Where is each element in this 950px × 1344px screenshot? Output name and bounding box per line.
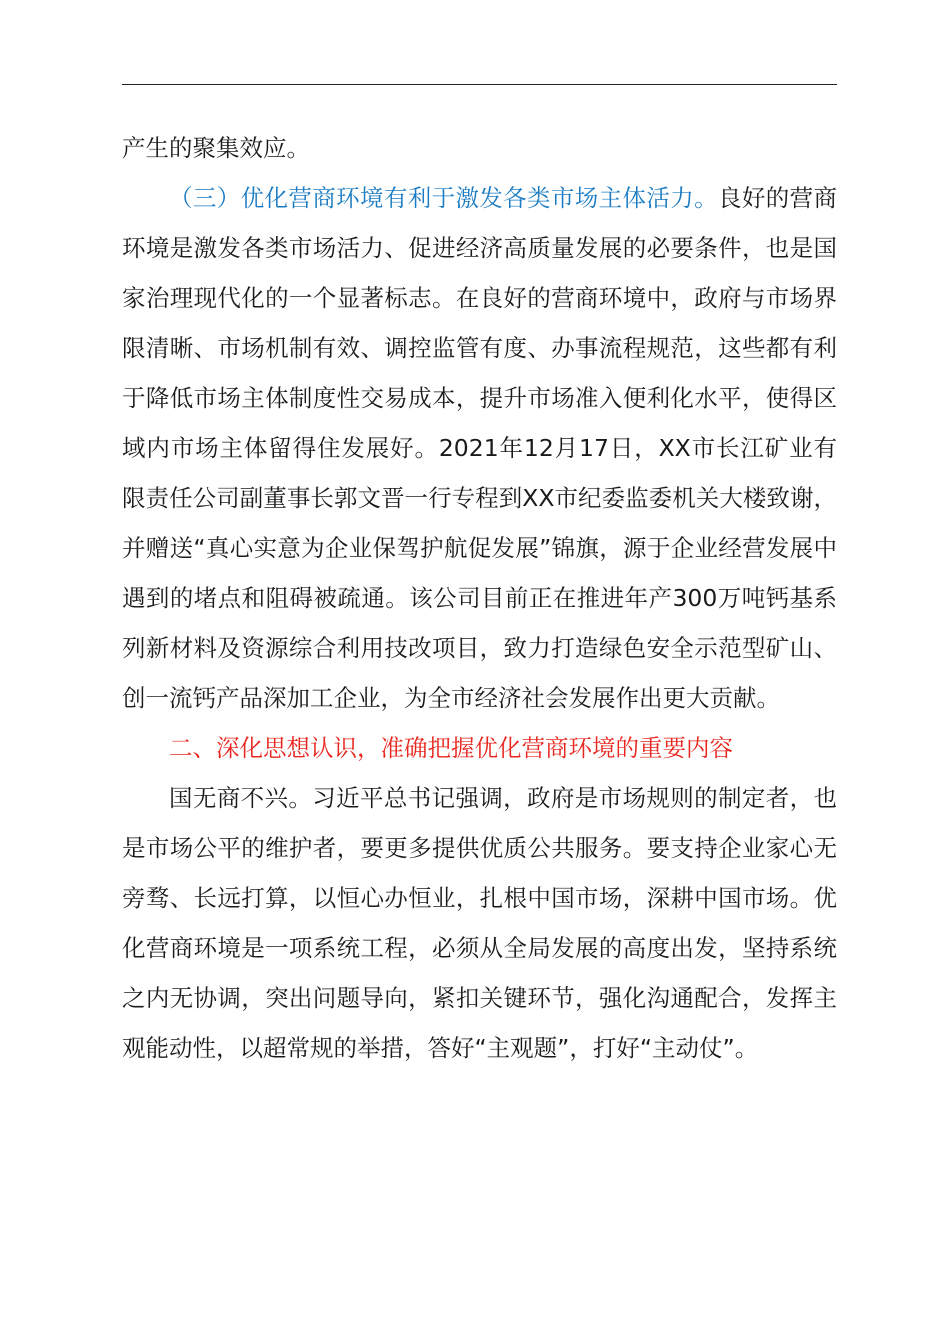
paragraph-market-vitality-body: 良好的营商环境是激发各类市场活力、促进经济高质量发展的必要条件，也是国家治理现代化的一个显著标志。在良好的营商环境中，政府与市场界限清晰、市场机制有效、调控监管有度、办事流程规范，这些都有利于降低市场主体制度性交易成本，提升市场准入便利化水平，使得区域内市场主体留得住发展好。2021年12月17日，XX市长江矿业有限责任公司副董事长郭文晋一行专程到XX市纪委监委机关大楼致谢，并赠送“真心实意为企业保驾护航促发展”锦旗，源于企业经营发展中遇到的堵点和阻碍被疏通。该公司目前正在推进年产300万吨钙基系列新材料及资源综合利用技改项目，致力打造绿色安全示范型矿山、创一流钙产品深加工企业，为全市经济社会发展作出更大贡献。 — [122, 184, 838, 712]
paragraph-no-business-no-prosperity: 国无商不兴。习近平总书记强调，政府是市场规则的制定者，也是市场公平的维护者，要更多提供优质公共服务。要支持企业家心无旁骛、长远打算，以恒心办恒业，扎根中国市场，深耕中国市场。优化营商环境是一项系统工程，必须从全局发展的高度出发，坚持系统之内无协调，突出问题导向，紧扣关键环节，强化沟通配合，发挥主观能动性，以超常规的举措，答好“主观题”，打好“主动仗”。 — [122, 784, 837, 1062]
header-rule — [122, 84, 837, 85]
paragraph-continuation: 产生的聚集效应。 — [122, 134, 310, 162]
subheading-market-vitality: （三）优化营商环境有利于激发各类市场主体活力。 — [169, 184, 719, 212]
paragraph-market-vitality — [122, 173, 837, 723]
section-heading-two: 二、深化思想认识，准确把握优化营商环境的重要内容 — [169, 734, 733, 762]
document-body — [122, 123, 837, 1073]
